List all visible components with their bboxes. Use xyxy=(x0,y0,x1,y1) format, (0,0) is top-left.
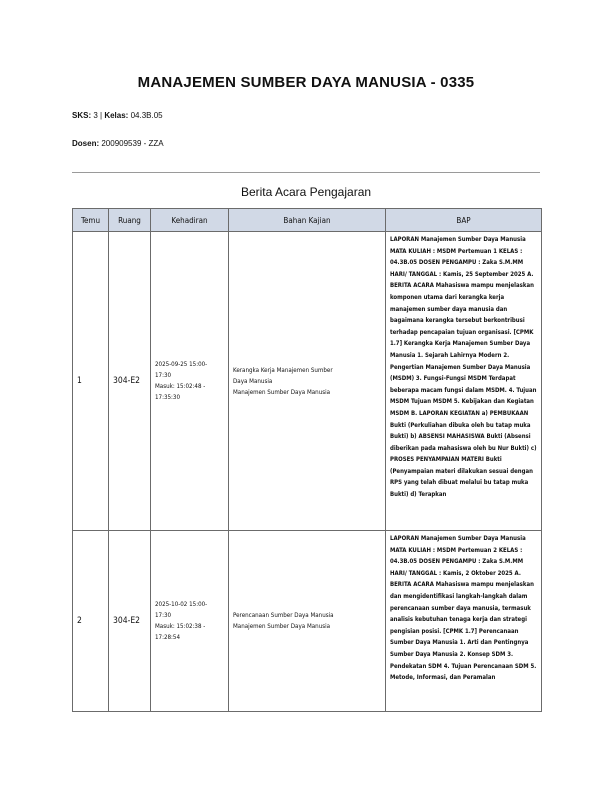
attendance-in: Masuk: 15:02:38 - xyxy=(155,623,206,630)
dosen-value: 200909539 - ZZA xyxy=(99,139,164,148)
topic-line: Perencanaan Sumber Daya Manusia xyxy=(233,612,334,619)
schedule-time: 2025-10-02 15:00- xyxy=(155,601,208,608)
bahan-kajian-cell xyxy=(229,531,386,712)
temu-cell: 2 xyxy=(73,531,109,712)
table-row xyxy=(73,531,542,712)
course-line: Manajemen Sumber Daya Manusia xyxy=(233,388,331,396)
attendance-out: 17:35:30 xyxy=(155,394,180,401)
kelas-label: Kelas: xyxy=(104,111,129,120)
header-kehadiran: Kehadiran xyxy=(151,209,229,232)
bap-text: LAPORAN Manajemen Sumber Daya Manusia MATA KULIAH : MSDM Pertemuan 1 KELAS : 04.3B.05 DOSEN PENGAMPU : Zaka S.M.MM HARI/ TANGGAL : Kamis, 25 September 2025 A. BERITA ACARA Mahasiswa mampu menjelaskan komponen utama dari kerangka kerja manajemen sumber daya manusia dan bagaimana kerangka tersebut berkontribusi terhadap pencapaian tujuan organisasi. [CPMK 1.7] Kerangka Kerja Manajemen Sumber Daya Manusia 1. Sejarah Lahirnya Modern 2. Pengertian Manajemen Sumber Daya Manusia (MSDM) 3. Fungsi-Fungsi MSDM Terdapat beberapa macam fungsi dalam MSDM. 4. Tujuan MSDM Tujuan MSDM 5. Kebijakan dan Kegiatan MSDM B. LAPORAN KEGIATAN a) PEMBUKAAN Bukti (Perkuliahan dibuka oleh bu tatap muka Bukti) b) ABSENSI MAHASISWA Bukti (Absensi diberikan pada mahasiswa oleh bu Nur Bukti) c) PROSES PENYAMPAIAN MATERI Bukti (Penyampaian materi dilakukan sesuai dengan RPS yang telah dibuat melalui bu tatap muka Bukti) d) Terapkan xyxy=(390,236,537,499)
kelas-value: 04.3B.05 xyxy=(128,111,163,120)
schedule-end: 17:30 xyxy=(155,612,172,619)
sks-value: 3 | xyxy=(91,111,105,120)
section-title: Berita Acara Pengajaran xyxy=(240,185,372,199)
topic-line: Kerangka Kerja Manajemen Sumber xyxy=(233,366,333,374)
topic-line: Daya Manusia xyxy=(233,377,273,385)
course-line: Manajemen Sumber Daya Manusia xyxy=(233,623,331,630)
dosen-label: Dosen: xyxy=(72,139,100,148)
kehadiran-cell xyxy=(151,531,229,712)
ruang-cell: 304-E2 xyxy=(109,232,151,531)
bahan-kajian-cell xyxy=(229,232,386,531)
header-bap: BAP xyxy=(386,209,542,232)
header-bahan-kajian: Bahan Kajian xyxy=(229,209,386,232)
schedule-time: 2025-09-25 15:00- xyxy=(155,361,208,368)
course-meta xyxy=(72,111,163,120)
schedule-end: 17:30 xyxy=(155,372,172,379)
sks-label: SKS: xyxy=(72,111,92,120)
header-temu: Temu xyxy=(73,209,109,232)
divider xyxy=(72,172,540,173)
attendance-out: 17:28:54 xyxy=(155,634,180,641)
table-row xyxy=(73,232,542,531)
teaching-record-table xyxy=(72,208,542,712)
bap-text: LAPORAN Manajemen Sumber Daya Manusia MATA KULIAH : MSDM Pertemuan 2 KELAS : 04.3B.05 DOSEN PENGAMPU : Zaka S.M.MM HARI/ TANGGAL : Kamis, 2 Oktober 2025 A. BERITA ACARA Mahasiswa mampu menjelaskan dan mengidentifikasi langkah-langkah dalam perencanaan sumber daya manusia, termasuk analisis kebutuhan tenaga kerja dan strategi pengisian posisi. [CPMK 1.7] Perencanaan Sumber Daya Manusia 1. Arti dan Pentingnya Sumber Daya Manusia 2. Konsep SDM 3. Pendekatan SDM 4. Tujuan Perencanaan SDM 5. Metode, Informasi, dan Peramalan xyxy=(390,535,537,682)
header-ruang: Ruang xyxy=(109,209,151,232)
bap-cell xyxy=(386,232,542,531)
lecturer-meta xyxy=(72,139,164,148)
bap-cell xyxy=(386,531,542,712)
course-title: MANAJEMEN SUMBER DAYA MANUSIA - 0335 xyxy=(137,74,475,91)
kehadiran-cell xyxy=(151,232,229,531)
ruang-cell: 304-E2 xyxy=(109,531,151,712)
attendance-in: Masuk: 15:02:48 - xyxy=(155,383,206,390)
temu-cell: 1 xyxy=(73,232,109,531)
table-header-row xyxy=(73,209,542,232)
